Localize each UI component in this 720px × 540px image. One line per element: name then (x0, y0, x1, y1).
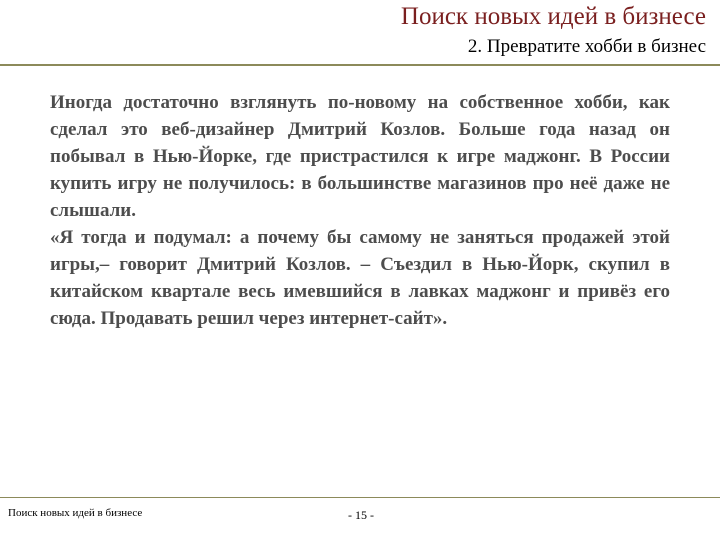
body-paragraph-2: «Я тогда и подумал: а почему бы самому не заняться продажей этой игры,– говорит Дмитрий Козлов. – Съездил в Нью-Йорк, скупил в китайском квартале весь имевшийся в лавках маджонг и привёз его сюда. Продавать решил через интернет-сайт». (50, 227, 670, 329)
slide-subtitle: 2. Превратите хобби в бизнес (467, 36, 706, 57)
slide-title: Поиск новых идей в бизнесе (400, 3, 706, 30)
title-divider (0, 64, 720, 66)
footer-divider (0, 497, 720, 498)
footer-title: Поиск новых идей в бизнесе (8, 507, 143, 519)
body-paragraph-1: Иногда достаточно взглянуть по-новому на собственное хобби, как сделал это веб-дизайнер Дмитрий Козлов. Больше года назад он побывал в Нью-Йорке, где пристрастился к игре маджонг. В России купить игру не получилось: в большинстве магазинов про неё даже не слышали. (50, 92, 670, 221)
slide-body (50, 89, 670, 332)
page-number: - 15 - (348, 508, 374, 522)
